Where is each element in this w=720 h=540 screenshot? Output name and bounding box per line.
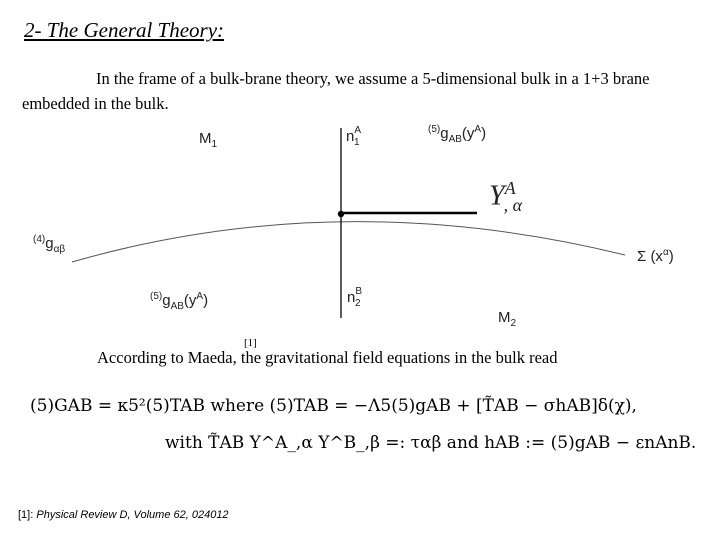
label-sigma: Σ $(x^\alpha)$	[637, 247, 674, 265]
footnote-citation: Physical Review D, Volume 62, 024012	[36, 509, 229, 521]
label-g5-bottom: $^{(5)}g_{AB}(y^A)$	[150, 291, 209, 312]
footnote	[18, 509, 229, 521]
reference-mark: [1]	[244, 337, 257, 349]
brane-point	[338, 211, 344, 217]
brane-curve	[72, 222, 625, 262]
label-n2: $n^B_2$	[347, 286, 363, 309]
footnote-mark: [1]:	[18, 509, 34, 521]
equation-line-2: with T̃AB Y^A_,α Y^B_,β =: ταβ and hAB := (5)gAB − εnAnB.	[165, 433, 697, 453]
label-g4: $^{(4)}g_{\alpha\beta}$	[33, 234, 66, 255]
section-heading: 2- The General Theory:	[24, 18, 225, 42]
label-g5-top: $^{(5)}g_{AB}(y^A)$	[428, 124, 487, 145]
equation-line-1: (5)GAB = κ5²(5)TAB where (5)TAB = −Λ5(5)gAB + [T̃AB − σhAB]δ(χ),	[30, 396, 637, 416]
label-M1: $M_1$	[199, 130, 218, 150]
label-M2: $M_2$	[498, 309, 517, 329]
intro-paragraph: In the frame of a bulk-brane theory, we assume a 5-dimensional bulk in a 1+3 brane embedded in the bulk.	[22, 69, 650, 113]
maeda-sentence: According to Maeda, the gravitational field equations in the bulk read	[97, 348, 558, 367]
label-n1: $n^A_1$	[346, 125, 362, 148]
label-Y: $Y^A_{, \alpha}$	[489, 178, 523, 215]
